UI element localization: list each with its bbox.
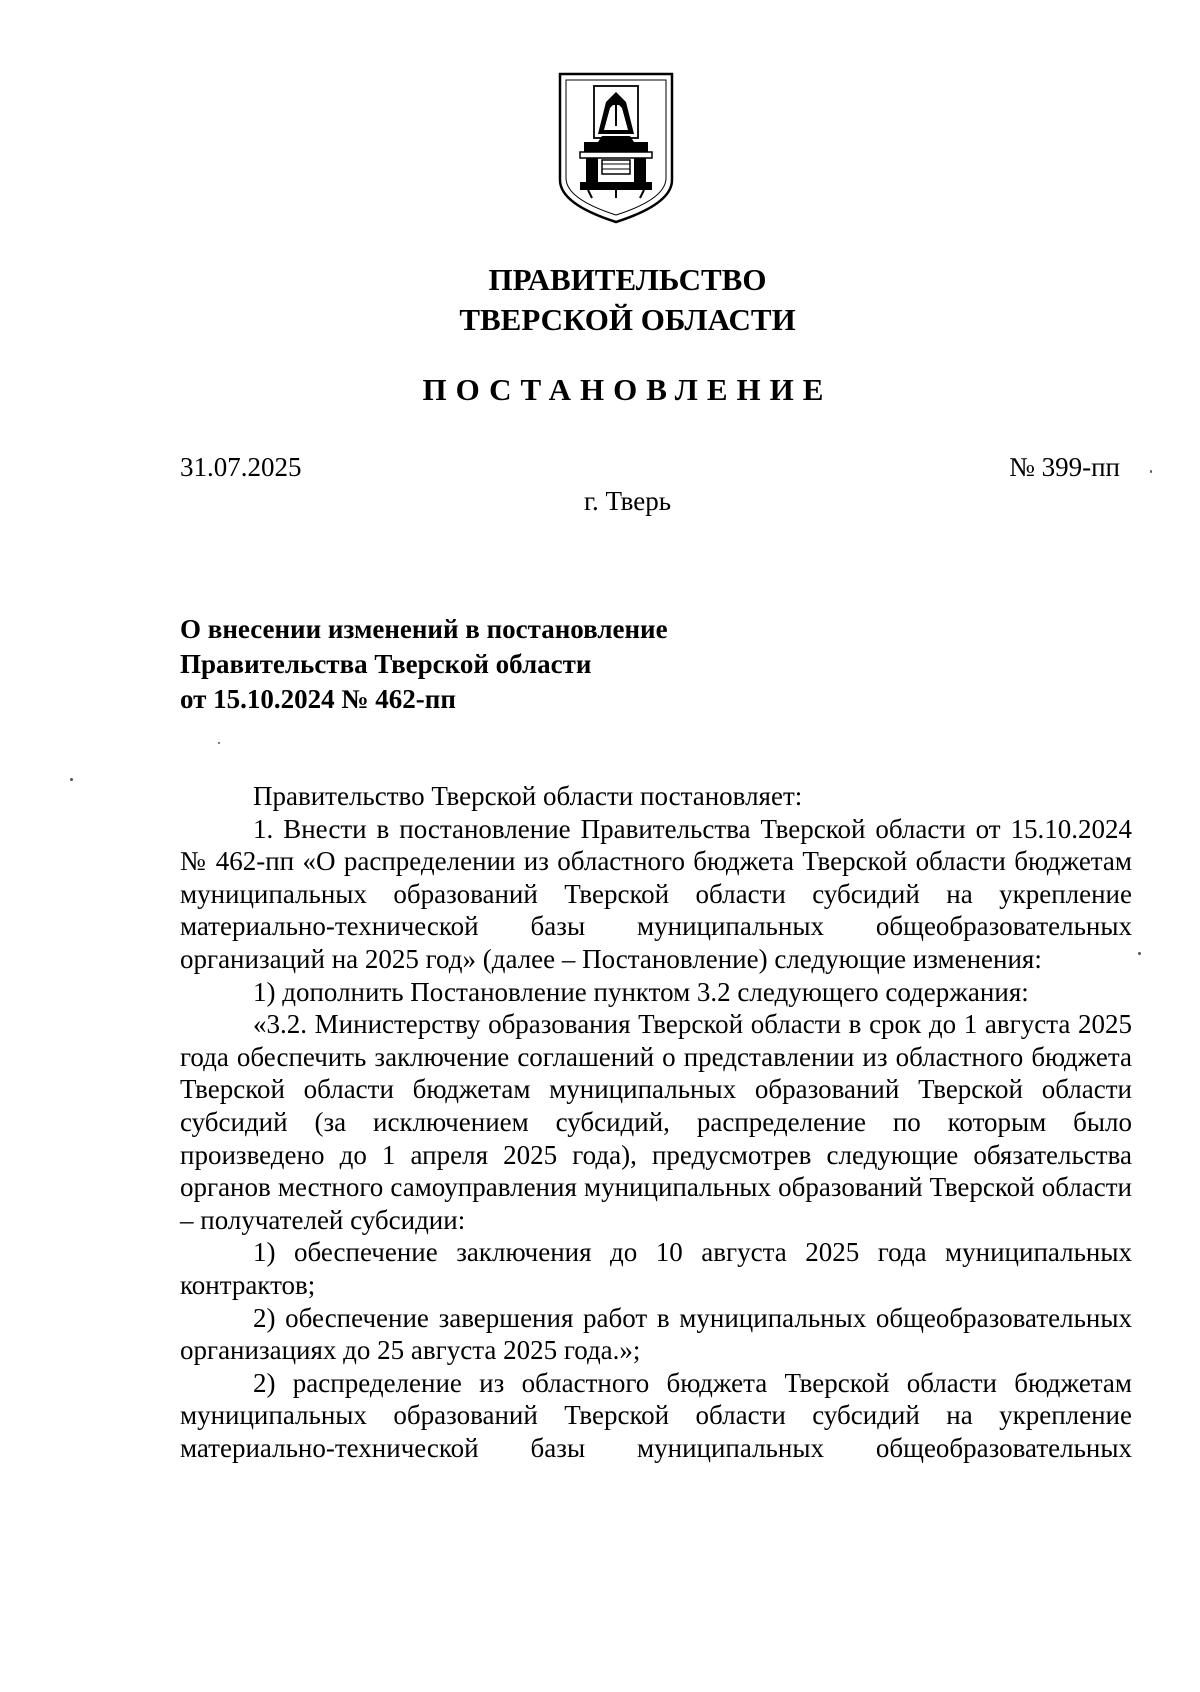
- scan-speck: [218, 742, 220, 744]
- document-subject: [180, 612, 668, 717]
- body-paragraph-1: 1. Внести в постановление Правительства Тверской области от 15.10.2024 № 462-пп «О распределении из областного бюджета Тверской области бюджетам муниципальных образований Тверской области субсидий на укрепление материально-технической базы муниципальных общеобразовательных организаций на 2025 год» (далее – Постановление) следующие изменения:: [180, 813, 1132, 974]
- government-name-line2: ТВЕРСКОЙ ОБЛАСТИ: [459, 302, 796, 337]
- government-name-line1: ПРАВИТЕЛЬСТВО: [488, 262, 767, 297]
- body-paragraph-3: «3.2. Министерству образования Тверской области в срок до 1 августа 2025 года обеспечить заключение соглашений о представлении из областного бюджета Тверской области бюджетам муниципальных образований Тверской области субсидий (за исключением субсидий, распределение по которым было произведено до 1 апреля 2025 года), предусмотрев следующие обязательства органов местного самоуправления муниципальных образований Тверской области – получателей субсидии:: [180, 1009, 1132, 1235]
- scan-speck: [70, 778, 73, 781]
- body-paragraph-2: 1) дополнить Постановление пунктом 3.2 следующего содержания:: [253, 976, 1029, 1007]
- document-body: [180, 780, 1132, 1464]
- body-paragraph-6: 2) распределение из областного бюджета Тверской области бюджетам муниципальных образований Тверской области субсидий на укрепление материально-технической базы муниципальных общеобразовательных: [180, 1367, 1132, 1463]
- subject-line1: О внесении изменений в постановление: [180, 614, 668, 644]
- subject-line3: от 15.10.2024 № 462-пп: [180, 684, 456, 714]
- document-number: № 399-пп: [1009, 452, 1120, 482]
- subject-line2: Правительства Тверской области: [180, 649, 592, 679]
- document-type-title: ПОСТАНОВЛЕНИЕ: [422, 372, 833, 407]
- body-paragraph-intro: Правительство Тверской области постановляет:: [253, 781, 803, 811]
- coat-of-arms-emblem: [558, 72, 674, 224]
- body-paragraph-5: 2) обеспечение завершения работ в муниципальных общеобразовательных организациях до 25 августа 2025 года.»;: [180, 1302, 1132, 1366]
- scan-speck: [1150, 470, 1152, 473]
- document-city: г. Тверь: [583, 486, 672, 516]
- scan-speck: [1138, 952, 1141, 955]
- document-date: 31.07.2025: [180, 452, 302, 482]
- body-paragraph-4: 1) обеспечение заключения до 10 августа 2025 года муниципальных контрактов;: [180, 1237, 1132, 1300]
